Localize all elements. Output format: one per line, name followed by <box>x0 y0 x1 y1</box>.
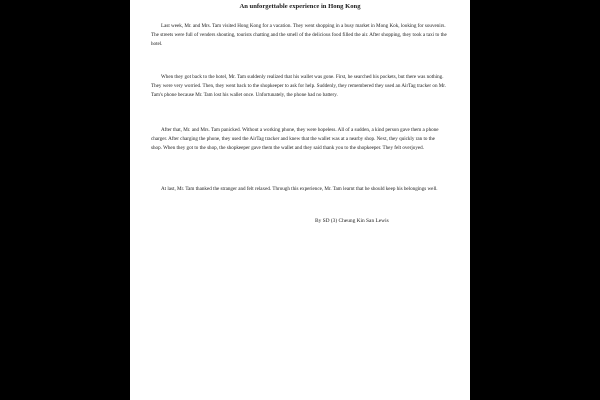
document-page <box>130 0 470 400</box>
paragraph-4: At last, Mr. Tam thanked the stranger and felt relaxed. Through this experience, Mr. Tam learnt that he should keep his belongings well. <box>161 186 438 192</box>
document-title: An unforgettable experience in Hong Kong <box>239 3 361 10</box>
paragraph-1: Last week, Mr. and Mrs. Tam visited Hong Kong for a vacation. They went shopping in a busy market in Mong Kok, looking for souvenirs. The streets were full of venders shouting, tourists chatting and the smell of the delicious food filled the air. After shopping, they took a taxi to the hotel. <box>151 23 447 47</box>
paragraph-3: After that, Mr. and Mrs. Tam panicked. Without a working phone, they were hopeless. All of a sudden, a kind person gave them a phone charger. After charging the phone, they used the AirTag tracker and knew that the wallet was at a nearby shop. Next, they quickly ran to the shop. When they got to the shop, the shopkeeper gave them the wallet and they said thank you to the shopkeeper. They felt overjoyed. <box>151 127 439 151</box>
author-byline: By SD (3) Cheung Kin San Lewis <box>315 218 389 224</box>
paragraph-2: When they got back to the hotel, Mr. Tam suddenly realized that his wallet was gone. First, he searched his pockets, but there was nothing. They were very worried. Then, they went back to the shopkeeper to ask for help. Suddenly, they remembered they used an AirTag tracker on Mr. Tam's phone because Mr. Tam lost his wallet once. Unfortunately, the phone had no battery. <box>151 74 446 98</box>
